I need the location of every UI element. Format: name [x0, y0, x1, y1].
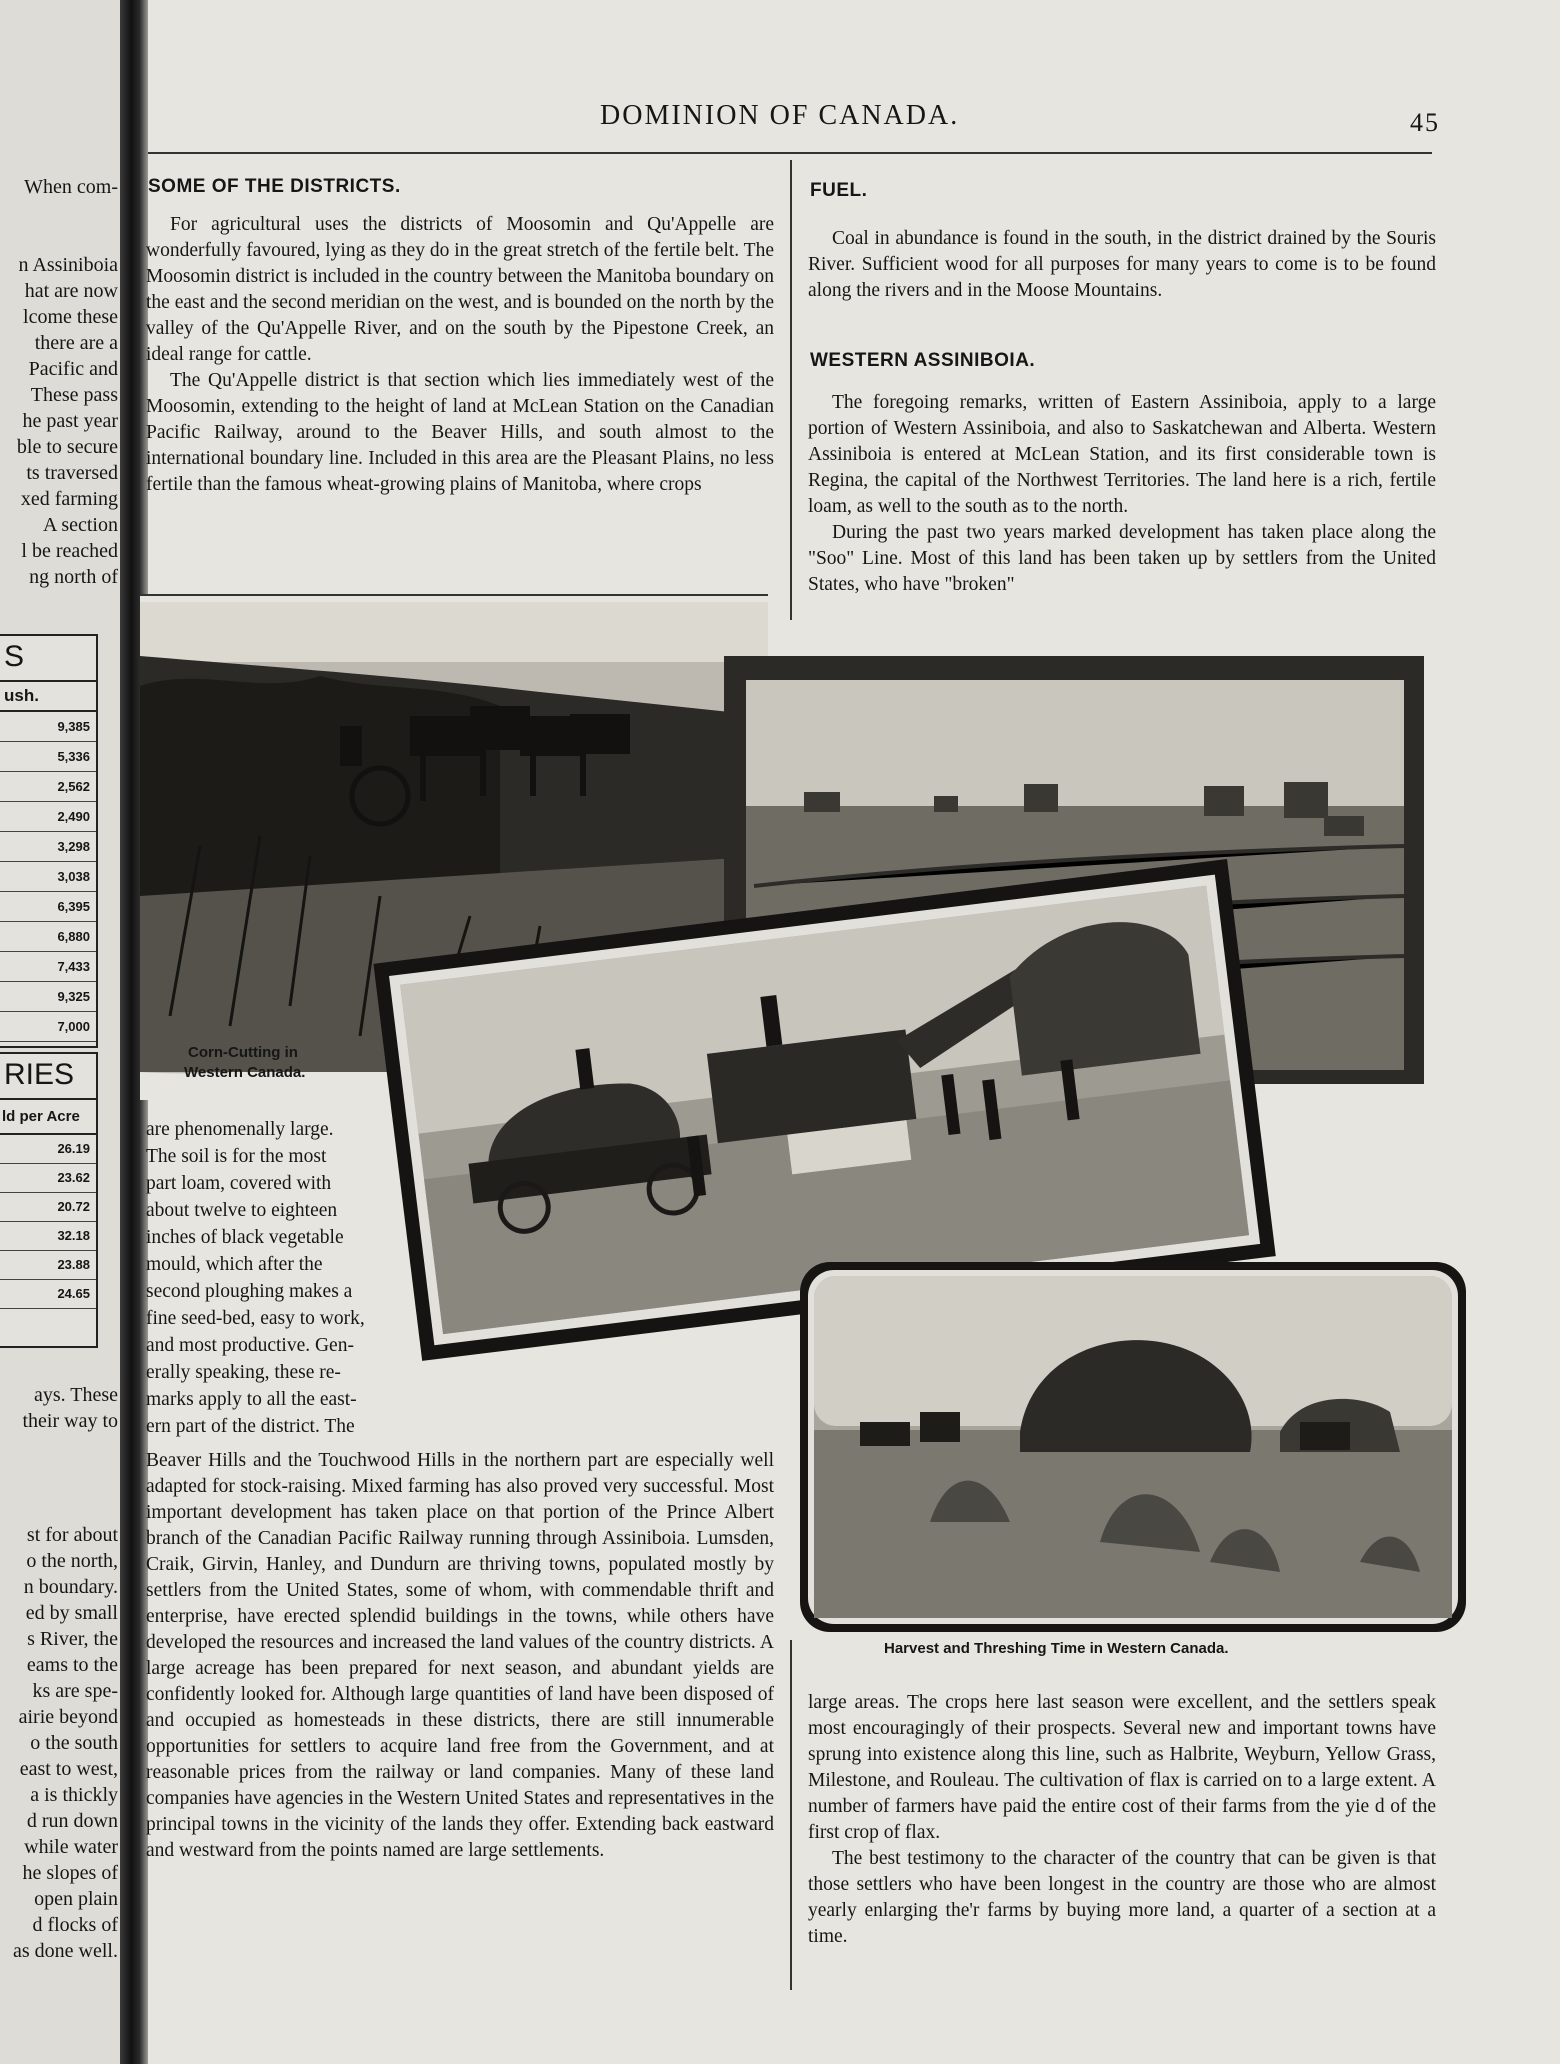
paragraph: During the past two years marked development has taken place along the "Soo" Line. Most of this land has been taken up by settlers from the United States, who have "broken"	[808, 522, 1436, 595]
table-cell: 23.62	[0, 1164, 96, 1193]
yield-table-acre	[0, 1052, 98, 1348]
paragraph: The Qu'Appelle district is that section which lies immediately west of the Moosomin, extending to the height of land at McLean Station on the Canadian Pacific Railway, around to the Beaver Hills, and south almost to the international boundary line. Included in this area are the Pleasant Plains, no less fertile than the famous wheat-growing plains of Manitoba, where crops	[146, 370, 774, 495]
column-left-bottom	[146, 1448, 774, 1864]
text-fragment: lcome these	[23, 306, 118, 328]
table-cell: 3,038	[0, 862, 96, 892]
page-number: 45	[1410, 108, 1440, 137]
photo-border	[140, 594, 768, 596]
yield-table-bushels	[0, 634, 98, 1048]
text-line: fine seed-bed, easy to work,	[146, 1308, 365, 1329]
text-line: erally speaking, these re-	[146, 1362, 341, 1383]
text-fragment: xed farming	[20, 488, 118, 510]
text-fragment: eams to the	[26, 1654, 118, 1676]
text-line: part loam, covered with	[146, 1173, 332, 1194]
photo-harvest	[800, 1262, 1466, 1632]
running-header: DOMINION OF CANADA.	[600, 100, 960, 131]
caption-corn-line1: Corn-Cutting in	[188, 1044, 298, 1061]
table-cell: 32.18	[0, 1222, 96, 1251]
column-right-fuel	[808, 226, 1436, 304]
adjacent-page-fragment	[0, 0, 120, 2064]
text-line: about twelve to eighteen	[146, 1200, 338, 1221]
text-line: marks apply to all the east-	[146, 1389, 357, 1410]
heading-western-assiniboia: WESTERN ASSINIBOIA.	[810, 350, 1036, 371]
paragraph: The foregoing remarks, written of Eastern Assiniboia, apply to a large portion of Western Assiniboia, and also to Saskatchewan and Alberta. Western Assiniboia is entered at McLean Station, and its first considerable town is Regina, the capital of the Northwest Territories. The land here is a rich, fertile loam, as well to the south as to the north.	[808, 392, 1436, 517]
table-cell: 20.72	[0, 1193, 96, 1222]
text-fragment: n boundary.	[23, 1576, 118, 1598]
header-rule	[148, 152, 1432, 154]
table-cell: 6,880	[0, 922, 96, 952]
table-header: ush.	[0, 682, 96, 712]
text-fragment: as done well.	[13, 1940, 118, 1962]
text-fragment: These pass	[30, 384, 118, 406]
text-line: are phenomenally large.	[146, 1119, 334, 1140]
text-fragment: ble to secure	[16, 436, 118, 458]
text-fragment: Pacific and	[28, 358, 118, 380]
text-fragment: s River, the	[27, 1628, 118, 1650]
table-title: RIES	[0, 1054, 96, 1100]
table-cell: 6,395	[0, 892, 96, 922]
text-line: mould, which after the	[146, 1254, 323, 1275]
text-fragment: their way to	[22, 1410, 118, 1432]
text-fragment: When com-	[24, 176, 118, 198]
paragraph: large areas. The crops here last season were excellent, and the settlers speak most encouragingly of their prospects. Several new and important towns have sprung into existence along this line, such as Halbrite, Weyburn, Yellow Grass, Milestone, and Rouleau. The cultivation of flax is carried on to a large extent. A number of farmers have paid the entire cost of their farms from the yie d of the first crop of flax.	[808, 1692, 1436, 1843]
caption-corn-line2: Western Canada.	[184, 1064, 306, 1081]
table-cell: 9,385	[0, 712, 96, 742]
paragraph: The best testimony to the character of the country that can be given is that those settlers who have been longest in the country are those who are almost yearly enlarging the'r farms by buying more land, a quarter of a section at a time.	[808, 1848, 1436, 1947]
text-fragment: ays. These	[33, 1384, 118, 1406]
text-fragment: there are a	[34, 332, 118, 354]
table-cell: 9,325	[0, 982, 96, 1012]
text-line: The soil is for the most	[146, 1146, 327, 1167]
column-left-narrow	[146, 1116, 446, 1440]
text-fragment: ng north of	[29, 566, 118, 588]
text-fragment: while water	[24, 1836, 118, 1858]
heading-districts: SOME OF THE DISTRICTS.	[148, 176, 401, 197]
text-fragment: ed by small	[25, 1602, 118, 1624]
table-cell: 3,298	[0, 832, 96, 862]
table-title: S	[0, 636, 96, 682]
text-fragment: a is thickly	[30, 1784, 118, 1806]
paragraph: For agricultural uses the districts of Moosomin and Qu'Appelle are wonderfully favoured, lying as they do in the great stretch of the fertile belt. The Moosomin district is included in the country between the Manitoba boundary on the east and the second meridian on the west, and is bounded on the north by the valley of the Qu'Appelle River, and on the south by the Pipestone Creek, an ideal range for cattle.	[146, 214, 774, 365]
column-left-top	[146, 212, 774, 498]
text-line: and most productive. Gen-	[146, 1335, 354, 1356]
text-line: ern part of the district. The	[146, 1416, 355, 1437]
paragraph: Beaver Hills and the Touchwood Hills in the northern part are especially well adapted for stock-raising. Mixed farming has also proved very successful. Most important development has taken place on that portion of the Prince Albert branch of the Canadian Pacific Railway running through Assiniboia. Lumsden, Craik, Girvin, Hanley, and Dundurn are thriving towns, populated mostly by settlers from the United States, some of whom, with commendable thrift and enterprise, have erected splendid buildings in the towns, while others have developed the resources and increased the land values of the country districts. A large acreage has been prepared for next season, and abundant yields are confidently looked for. Although large quantities of land have been disposed of and occupied as homesteads in these districts, there are still innumerable opportunities for settlers to acquire land free from the Government, and at reasonable prices from the railway or land companies. Many of these land companies have agencies in the Western United States and representatives in the principal towns in the vicinity of the lands they offer. Extending back eastward and westward from the points named are large settlements.	[146, 1450, 774, 1861]
text-fragment: hat are now	[24, 280, 118, 302]
text-fragment: n Assiniboia	[18, 254, 118, 276]
table-cell: 23.88	[0, 1251, 96, 1280]
table-header: ld per Acre	[0, 1100, 96, 1135]
text-fragment: open plain	[34, 1888, 118, 1910]
text-fragment: ks are spe-	[32, 1680, 118, 1702]
text-fragment: ts traversed	[26, 462, 118, 484]
text-fragment: east to west,	[19, 1758, 118, 1780]
table-cell: 7,433	[0, 952, 96, 982]
text-fragment: o the north,	[26, 1550, 118, 1572]
table-cell: 2,562	[0, 772, 96, 802]
table-cell: 5,336	[0, 742, 96, 772]
heading-fuel: FUEL.	[810, 180, 868, 201]
column-rule	[790, 160, 792, 620]
text-fragment: he slopes of	[22, 1862, 118, 1884]
table-cell: 24.65	[0, 1280, 96, 1309]
text-fragment: o the south	[30, 1732, 118, 1754]
table-cell: 26.19	[0, 1135, 96, 1164]
text-fragment: A section	[43, 514, 118, 536]
paragraph: Coal in abundance is found in the south, in the district drained by the Souris River. Sufficient wood for all purposes for many years to come is to be found along the rivers and in the Moose Mountains.	[808, 228, 1436, 301]
text-line: second ploughing makes a	[146, 1281, 353, 1302]
table-cell: 2,490	[0, 802, 96, 832]
table-cell: 7,000	[0, 1012, 96, 1042]
text-fragment: st for about	[26, 1524, 118, 1546]
caption-harvest: Harvest and Threshing Time in Western Canada.	[884, 1640, 1229, 1657]
text-fragment: d run down	[26, 1810, 118, 1832]
text-fragment: airie beyond	[18, 1706, 118, 1728]
column-right-western	[808, 390, 1436, 598]
text-line: inches of black vegetable	[146, 1227, 344, 1248]
text-fragment: d flocks of	[32, 1914, 118, 1936]
column-rule	[790, 1640, 792, 1990]
column-right-bottom	[808, 1690, 1436, 1950]
text-fragment: he past year	[22, 410, 118, 432]
text-fragment: l be reached	[21, 540, 118, 562]
